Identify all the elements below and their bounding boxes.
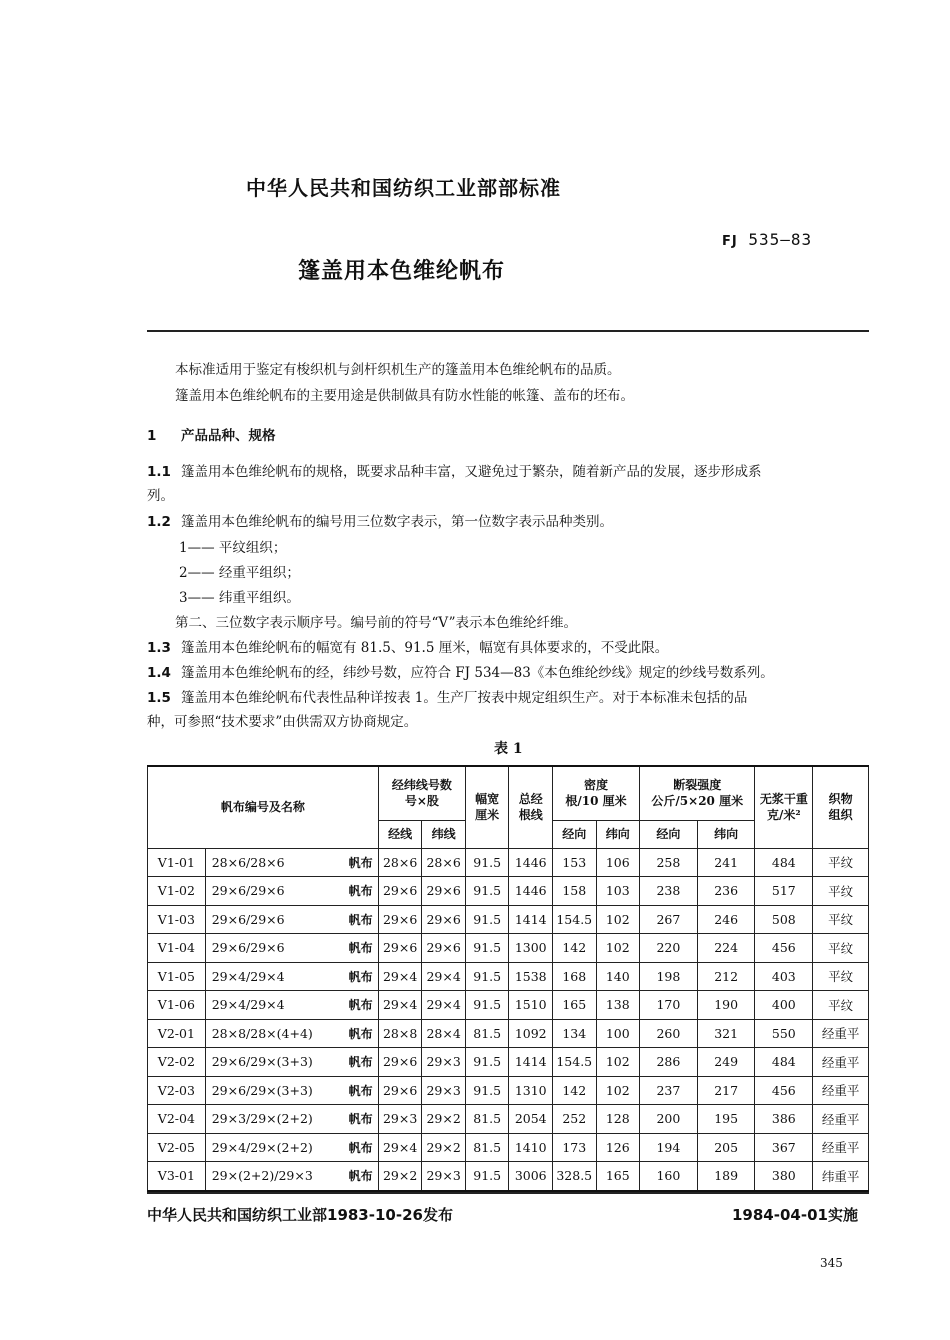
- cell-unit: 帆布: [343, 1076, 378, 1105]
- cell-warp: 29×6: [378, 877, 422, 906]
- cell-swarp: 160: [640, 1162, 698, 1191]
- cell-weave: 平纹: [813, 848, 869, 877]
- cell-unit: 帆布: [343, 1019, 378, 1048]
- cell-weft: 29×6: [422, 905, 466, 934]
- cell-unit: 帆布: [343, 1133, 378, 1162]
- cell-warp: 29×6: [378, 1076, 422, 1105]
- cell-dweft: 126: [596, 1133, 640, 1162]
- cell-ends: 1092: [509, 1019, 553, 1048]
- item-1-5: [147, 686, 869, 710]
- cell-weave: 经重平: [813, 1105, 869, 1134]
- intro-line-1: 本标准适用于鉴定有梭织机与剑杆织机生产的篷盖用本色维纶帆布的品质。: [175, 362, 621, 378]
- cell-unit: 帆布: [343, 1048, 378, 1077]
- header-density-line2: 根/10 厘米: [565, 794, 627, 809]
- header-weave-line2: 组织: [828, 808, 853, 823]
- cell-unit: 帆布: [343, 934, 378, 963]
- cell-dwarp: 252: [552, 1105, 596, 1134]
- cell-code: V2-04: [148, 1105, 206, 1134]
- header-density: [552, 766, 639, 820]
- cell-spec: 29×4/29×4: [205, 991, 343, 1020]
- cell-weave: 平纹: [813, 934, 869, 963]
- cell-dwarp: 154.5: [552, 1048, 596, 1077]
- table-row: [148, 1048, 869, 1077]
- cell-weft: 29×3: [422, 1076, 466, 1105]
- header-warp-density: 经向: [552, 820, 596, 848]
- cell-width: 91.5: [465, 1162, 509, 1191]
- bottom-divider: [147, 1192, 869, 1194]
- cell-weave: 平纹: [813, 962, 869, 991]
- cell-dweft: 138: [596, 991, 640, 1020]
- cell-weft: 29×2: [422, 1133, 466, 1162]
- item-1-1: [147, 460, 869, 484]
- cell-sweft: 241: [697, 848, 755, 877]
- cell-sweft: 321: [697, 1019, 755, 1048]
- cell-swarp: 258: [640, 848, 698, 877]
- cell-weave: 平纹: [813, 905, 869, 934]
- cell-spec: 29×6/29×(3+3): [205, 1076, 343, 1105]
- cell-sweft: 217: [697, 1076, 755, 1105]
- cell-weight: 517: [755, 877, 813, 906]
- cell-dweft: 102: [596, 1076, 640, 1105]
- header-weft-density: 纬向: [596, 820, 640, 848]
- item-1-3: [147, 636, 869, 660]
- effective-date: 1984-04-01实施: [732, 1206, 858, 1224]
- header-name: 帆布编号及名称: [148, 766, 379, 848]
- cell-code: V1-01: [148, 848, 206, 877]
- item-1-4: [147, 661, 869, 685]
- cell-dweft: 106: [596, 848, 640, 877]
- header-density-line1: 密度: [584, 778, 609, 793]
- header-yarn-line1: 经纬线号数: [391, 778, 452, 793]
- cell-width: 91.5: [465, 991, 509, 1020]
- item-1-4-text: 篷盖用本色维纶帆布的经，纬纱号数，应符合 FJ 534—83《本色维纶纱线》规定的纱线号数系列。: [181, 665, 774, 681]
- header-warp-yarn: 经线: [378, 820, 422, 848]
- cell-width: 81.5: [465, 1019, 509, 1048]
- cell-weft: 29×6: [422, 934, 466, 963]
- header-weight-line2: 克/米²: [767, 808, 801, 823]
- cell-dweft: 102: [596, 905, 640, 934]
- section-1-heading: [147, 424, 869, 448]
- cell-warp: 29×6: [378, 1048, 422, 1077]
- document-title: 篷盖用本色维纶帆布: [298, 259, 506, 284]
- cell-sweft: 236: [697, 877, 755, 906]
- item-1-1-text: 篷盖用本色维纶帆布的规格，既要求品种丰富，又避免过于繁杂，随着新产品的发展，逐步形成系: [181, 464, 762, 480]
- item-1-5-cont: 种，可参照“技术要求”由供需双方协商规定。: [147, 714, 418, 730]
- header-weight: [755, 766, 813, 848]
- cell-ends: 1446: [509, 848, 553, 877]
- cell-dwarp: 165: [552, 991, 596, 1020]
- item-1-3-number: 1.3: [147, 640, 171, 656]
- cell-dweft: 102: [596, 1048, 640, 1077]
- cell-sweft: 249: [697, 1048, 755, 1077]
- cell-code: V1-04: [148, 934, 206, 963]
- header-weave: [813, 766, 869, 848]
- cell-spec: 28×6/28×6: [205, 848, 343, 877]
- cell-swarp: 260: [640, 1019, 698, 1048]
- item-1-4-number: 1.4: [147, 665, 171, 681]
- cell-dweft: 128: [596, 1105, 640, 1134]
- cell-dwarp: 154.5: [552, 905, 596, 934]
- cell-weft: 29×4: [422, 991, 466, 1020]
- table-row: [148, 934, 869, 963]
- cell-weave: 经重平: [813, 1133, 869, 1162]
- header-width: [465, 766, 509, 848]
- cell-dwarp: 142: [552, 934, 596, 963]
- cell-width: 91.5: [465, 848, 509, 877]
- cell-weft: 29×6: [422, 877, 466, 906]
- cell-sweft: 212: [697, 962, 755, 991]
- cell-code: V1-05: [148, 962, 206, 991]
- cell-unit: 帆布: [343, 1162, 378, 1191]
- cell-ends: 1446: [509, 877, 553, 906]
- cell-unit: 帆布: [343, 848, 378, 877]
- cell-weight: 484: [755, 848, 813, 877]
- table-row: [148, 991, 869, 1020]
- cell-swarp: 220: [640, 934, 698, 963]
- sublist-item: 2—— 经重平组织；: [179, 565, 300, 581]
- issue-date: 中华人民共和国纺织工业部1983-10-26发布: [147, 1206, 453, 1224]
- cell-spec: 29×(2+2)/29×3: [205, 1162, 343, 1191]
- cell-weight: 380: [755, 1162, 813, 1191]
- spec-table: [147, 765, 869, 1192]
- cell-code: V1-03: [148, 905, 206, 934]
- cell-warp: 29×2: [378, 1162, 422, 1191]
- cell-weight: 456: [755, 934, 813, 963]
- cell-ends: 1410: [509, 1133, 553, 1162]
- header-yarn: [378, 766, 465, 820]
- header-strength: [640, 766, 755, 820]
- cell-swarp: 170: [640, 991, 698, 1020]
- numbering-note: 第二、三位数字表示顺序号。编号前的符号“V”表示本色维纶纤维。: [175, 615, 578, 631]
- item-1-2-text: 篷盖用本色维纶帆布的编号用三位数字表示，第一位数字表示品种类别。: [181, 514, 613, 530]
- cell-sweft: 190: [697, 991, 755, 1020]
- cell-unit: 帆布: [343, 962, 378, 991]
- table-row: [148, 1076, 869, 1105]
- section-1-number: 1: [147, 428, 157, 444]
- cell-spec: 29×4/29×4: [205, 962, 343, 991]
- cell-ends: 1414: [509, 905, 553, 934]
- item-1-3-text: 篷盖用本色维纶帆布的幅宽有 81.5、91.5 厘米，幅宽有具体要求的，不受此限。: [181, 640, 669, 656]
- cell-warp: 29×4: [378, 1133, 422, 1162]
- sublist-item: 3—— 纬重平组织。: [179, 590, 300, 606]
- page-number: 345: [820, 1256, 843, 1270]
- cell-weight: 367: [755, 1133, 813, 1162]
- cell-weave: 经重平: [813, 1048, 869, 1077]
- cell-width: 91.5: [465, 1076, 509, 1105]
- cell-weave: 平纹: [813, 877, 869, 906]
- cell-width: 91.5: [465, 877, 509, 906]
- item-1-2-number: 1.2: [147, 514, 171, 530]
- cell-swarp: 200: [640, 1105, 698, 1134]
- intro-line-2: 篷盖用本色维纶帆布的主要用途是供制做具有防水性能的帐篷、盖布的坯布。: [175, 388, 634, 404]
- cell-weave: 经重平: [813, 1019, 869, 1048]
- header-weave-line1: 织物: [828, 792, 853, 807]
- cell-swarp: 267: [640, 905, 698, 934]
- section-1-title: 产品品种、规格: [181, 428, 276, 444]
- cell-swarp: 194: [640, 1133, 698, 1162]
- cell-code: V2-02: [148, 1048, 206, 1077]
- header-total-ends: [509, 766, 553, 848]
- cell-ends: 1300: [509, 934, 553, 963]
- cell-code: V3-01: [148, 1162, 206, 1191]
- header-weight-line1: 无浆干重: [759, 792, 808, 807]
- cell-warp: 29×4: [378, 962, 422, 991]
- cell-width: 91.5: [465, 934, 509, 963]
- cell-ends: 1414: [509, 1048, 553, 1077]
- cell-width: 91.5: [465, 905, 509, 934]
- cell-spec: 28×8/28×(4+4): [205, 1019, 343, 1048]
- cell-code: V2-03: [148, 1076, 206, 1105]
- cell-weave: 平纹: [813, 991, 869, 1020]
- cell-spec: 29×6/29×6: [205, 877, 343, 906]
- cell-code: V1-02: [148, 877, 206, 906]
- cell-ends: 2054: [509, 1105, 553, 1134]
- cell-code: V2-05: [148, 1133, 206, 1162]
- table-row: [148, 1019, 869, 1048]
- item-1-5-text: 篷盖用本色维纶帆布代表性品种详按表 1。生产厂按表中规定组织生产。对于本标准未包括的品: [181, 690, 748, 706]
- cell-weft: 29×4: [422, 962, 466, 991]
- ministry-title: 中华人民共和国纺织工业部部标准: [246, 176, 561, 200]
- header-width-line2: 厘米: [475, 808, 500, 823]
- table-row: [148, 1133, 869, 1162]
- cell-dweft: 165: [596, 1162, 640, 1191]
- cell-sweft: 205: [697, 1133, 755, 1162]
- header-weft-yarn: 纬线: [422, 820, 466, 848]
- cell-width: 91.5: [465, 962, 509, 991]
- cell-dweft: 102: [596, 934, 640, 963]
- cell-dwarp: 328.5: [552, 1162, 596, 1191]
- cell-sweft: 224: [697, 934, 755, 963]
- cell-weight: 386: [755, 1105, 813, 1134]
- cell-warp: 29×4: [378, 991, 422, 1020]
- cell-weft: 28×6: [422, 848, 466, 877]
- header-strength-line2: 公斤/5×20 厘米: [651, 794, 744, 809]
- cell-ends: 1310: [509, 1076, 553, 1105]
- cell-dwarp: 158: [552, 877, 596, 906]
- top-divider: [147, 330, 869, 332]
- cell-weight: 484: [755, 1048, 813, 1077]
- cell-warp: 29×6: [378, 905, 422, 934]
- cell-weave: 经重平: [813, 1076, 869, 1105]
- cell-unit: 帆布: [343, 877, 378, 906]
- table-row: [148, 962, 869, 991]
- cell-spec: 29×6/29×(3+3): [205, 1048, 343, 1077]
- cell-dweft: 100: [596, 1019, 640, 1048]
- cell-unit: 帆布: [343, 1105, 378, 1134]
- cell-swarp: 286: [640, 1048, 698, 1077]
- standard-code: [722, 230, 812, 249]
- cell-width: 81.5: [465, 1133, 509, 1162]
- sublist-item: 1—— 平纹组织；: [179, 540, 287, 556]
- item-1-2: [147, 510, 869, 534]
- cell-dwarp: 134: [552, 1019, 596, 1048]
- header-warp-strength: 经向: [640, 820, 698, 848]
- header-total-line2: 根线: [518, 808, 543, 823]
- cell-dwarp: 168: [552, 962, 596, 991]
- cell-weft: 29×2: [422, 1105, 466, 1134]
- cell-width: 81.5: [465, 1105, 509, 1134]
- cell-dwarp: 153: [552, 848, 596, 877]
- header-total-line1: 总经: [518, 792, 543, 807]
- cell-spec: 29×4/29×(2+2): [205, 1133, 343, 1162]
- header-width-line1: 幅宽: [475, 792, 500, 807]
- cell-spec: 29×6/29×6: [205, 905, 343, 934]
- table-row: [148, 905, 869, 934]
- item-1-5-number: 1.5: [147, 690, 171, 706]
- cell-sweft: 246: [697, 905, 755, 934]
- item-1-1-number: 1.1: [147, 464, 171, 480]
- cell-dwarp: 173: [552, 1133, 596, 1162]
- cell-dweft: 103: [596, 877, 640, 906]
- cell-dweft: 140: [596, 962, 640, 991]
- standard-code-number: 535—83: [748, 230, 813, 249]
- cell-dwarp: 142: [552, 1076, 596, 1105]
- table-caption: 表 1: [494, 741, 523, 757]
- cell-code: V1-06: [148, 991, 206, 1020]
- cell-weft: 28×4: [422, 1019, 466, 1048]
- cell-code: V2-01: [148, 1019, 206, 1048]
- cell-spec: 29×6/29×6: [205, 934, 343, 963]
- cell-swarp: 198: [640, 962, 698, 991]
- cell-weight: 550: [755, 1019, 813, 1048]
- cell-spec: 29×3/29×(2+2): [205, 1105, 343, 1134]
- table-row: [148, 1162, 869, 1191]
- cell-unit: 帆布: [343, 905, 378, 934]
- table-row: [148, 848, 869, 877]
- cell-weave: 纬重平: [813, 1162, 869, 1191]
- standard-code-prefix: FJ: [722, 234, 738, 249]
- cell-width: 91.5: [465, 1048, 509, 1077]
- cell-unit: 帆布: [343, 991, 378, 1020]
- cell-weight: 400: [755, 991, 813, 1020]
- cell-weight: 456: [755, 1076, 813, 1105]
- item-1-1-cont: 列。: [147, 488, 174, 504]
- cell-warp: 29×6: [378, 934, 422, 963]
- cell-sweft: 195: [697, 1105, 755, 1134]
- table-body: [148, 848, 869, 1191]
- header-weft-strength: 纬向: [697, 820, 755, 848]
- table-row: [148, 877, 869, 906]
- cell-warp: 29×3: [378, 1105, 422, 1134]
- cell-weft: 29×3: [422, 1162, 466, 1191]
- cell-ends: 3006: [509, 1162, 553, 1191]
- table-row: [148, 1105, 869, 1134]
- cell-sweft: 189: [697, 1162, 755, 1191]
- header-yarn-line2: 号×股: [404, 794, 439, 809]
- cell-weight: 403: [755, 962, 813, 991]
- cell-warp: 28×8: [378, 1019, 422, 1048]
- cell-ends: 1538: [509, 962, 553, 991]
- header-strength-line1: 断裂强度: [673, 778, 722, 793]
- cell-weft: 29×3: [422, 1048, 466, 1077]
- cell-swarp: 238: [640, 877, 698, 906]
- cell-ends: 1510: [509, 991, 553, 1020]
- cell-weight: 508: [755, 905, 813, 934]
- cell-swarp: 237: [640, 1076, 698, 1105]
- cell-warp: 28×6: [378, 848, 422, 877]
